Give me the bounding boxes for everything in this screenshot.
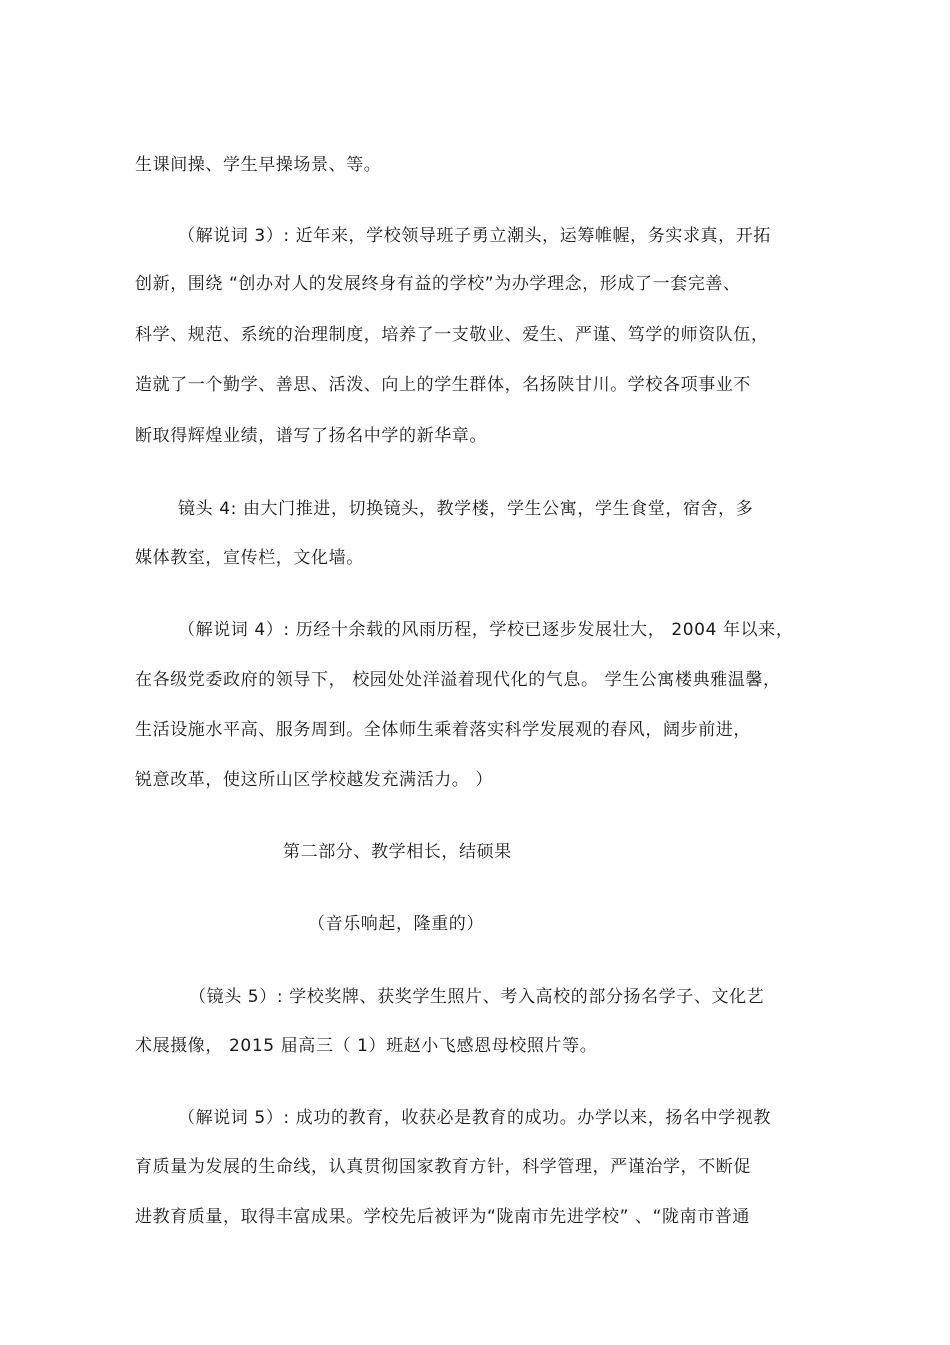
text-line: 生活设施水平高、服务周到。全体师生乘着落实科学发展观的春风，阔步前进，	[135, 720, 751, 740]
text-line: 断取得辉煌业绩，谱写了扬名中学的新华章。	[135, 426, 487, 446]
text-line: 在各级党委政府的领导下， 校园处处洋溢着现代化的气息。 学生公寓楼典雅温馨，	[135, 670, 781, 690]
text-line: 锐意改革，使这所山区学校越发充满活力。 ）	[135, 770, 494, 790]
stage-direction: （音乐响起，隆重的）	[308, 914, 484, 934]
text-line: 造就了一个勤学、善思、活泼、向上的学生群体，名扬陕甘川。学校各项事业不	[135, 375, 751, 395]
text-line: （镜头 5）: 学校奖牌、获奖学生照片、考入高校的部分扬名学子、文化艺	[189, 987, 765, 1007]
text-line: （解说词 5）: 成功的教育，收获必是教育的成功。办学以来，扬名中学视教	[178, 1108, 771, 1128]
text-line: 媒体教室，宣传栏，文化墙。	[135, 548, 364, 568]
text-line: （解说词 3）: 近年来，学校领导班子勇立潮头，运筹帷幄，务实求真，开拓	[178, 226, 771, 246]
text-line: 术展摄像， 2015 届高三（ 1）班赵小飞感恩母校照片等。	[135, 1036, 598, 1056]
text-line: 生课间操、学生早操场景、等。	[135, 155, 382, 175]
text-line: （解说词 4）: 历经十余载的风雨历程，学校已逐步发展壮大， 2004 年以来，	[178, 620, 794, 640]
text-line: 镜头 4: 由大门推进，切换镜头，教学楼，学生公寓，学生食堂，宿舍，多	[178, 499, 754, 519]
text-line: 进教育质量，取得丰富成果。学校先后被评为“陇南市先进学校” 、“陇南市普通	[135, 1207, 751, 1227]
text-line: 创新，围绕 “创办对人的发展终身有益的学校”为办学理念，形成了一套完善、	[135, 274, 741, 294]
text-line: 育质量为发展的生命线，认真贯彻国家教育方针，科学管理，严谨治学，不断促	[135, 1157, 751, 1177]
text-line: 科学、规范、系统的治理制度，培养了一支敬业、爱生、严谨、笃学的师资队伍，	[135, 325, 769, 345]
section-heading: 第二部分、教学相长，结硕果	[283, 842, 512, 862]
